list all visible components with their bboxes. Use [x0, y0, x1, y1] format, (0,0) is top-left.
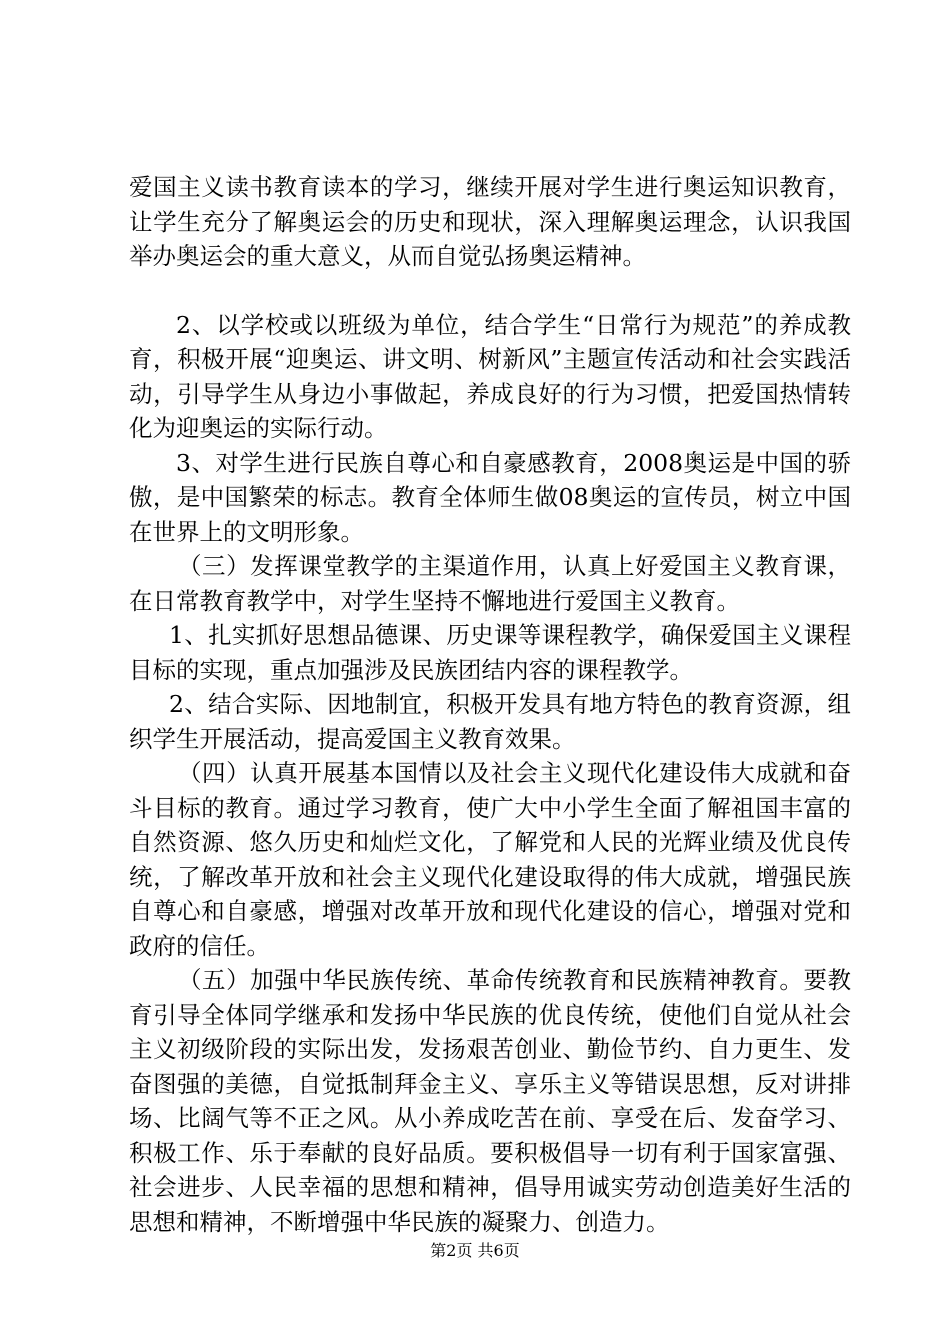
paragraph-section-3-classroom: （三）发挥课堂教学的主渠道作用，认真上好爱国主义教育课，在日常教育教学中，对学生坚持不懈地进行爱国主义教育。	[129, 552, 851, 615]
paragraph-item-1-curriculum: 1、扎实抓好思想品德课、历史课等课程教学，确保爱国主义课程目标的实现，重点加强涉及民族团结内容的课程教学。	[129, 621, 851, 684]
page-footer	[0, 1241, 950, 1261]
paragraph-item-2-behavior: 2、以学校或以班级为单位，结合学生“日常行为规范”的养成教育，积极开展“迎奥运、讲文明、树新风”主题宣传活动和社会实践活动，引导学生从身边小事做起，养成良好的行为习惯，把爱国热情转化为迎奥运的实际行动。	[129, 310, 851, 442]
paragraph-section-5-national-spirit: （五）加强中华民族传统、革命传统教育和民族精神教育。要教育引导全体同学继承和发扬中华民族的优良传统，使他们自觉从社会主义初级阶段的实际出发，发扬艰苦创业、勤俭节约、自力更生、发奋图强的美德，自觉抵制拜金主义、享乐主义等错误思想，反对讲排场、比阔气等不正之风。从小养成吃苦在前、享受在后、发奋学习、积极工作、乐于奉献的良好品质。要积极倡导一切有利于国家富强、社会进步、人民幸福的思想和精神，倡导用诚实劳动创造美好生活的思想和精神，不断增强中华民族的凝聚力、创造力。	[129, 966, 851, 1236]
paragraph-section-4-national-conditions: （四）认真开展基本国情以及社会主义现代化建设伟大成就和奋斗目标的教育。通过学习教育，使广大中小学生全面了解祖国丰富的自然资源、悠久历史和灿烂文化，了解党和人民的光辉业绩及优良传统，了解改革开放和社会主义现代化建设取得的伟大成就，增强民族自尊心和自豪感，增强对改革开放和现代化建设的信心，增强对党和政府的信任。	[129, 759, 851, 960]
page-number-label: 第2页 共6页	[430, 1241, 520, 1260]
paragraph-item-2-local-resources: 2、结合实际、因地制宜，积极开发具有地方特色的教育资源，组织学生开展活动，提高爱国主义教育效果。	[129, 690, 851, 753]
paragraph-item-3-national-pride: 3、对学生进行民族自尊心和自豪感教育，2008奥运是中国的骄傲，是中国繁荣的标志。教育全体师生做08奥运的宣传员，树立中国在世界上的文明形象。	[129, 448, 851, 546]
document-body	[129, 170, 851, 1239]
paragraph-olympic-reading: 爱国主义读书教育读本的学习，继续开展对学生进行奥运知识教育，让学生充分了解奥运会的历史和现状，深入理解奥运理念，认识我国举办奥运会的重大意义，从而自觉弘扬奥运精神。	[129, 173, 851, 270]
